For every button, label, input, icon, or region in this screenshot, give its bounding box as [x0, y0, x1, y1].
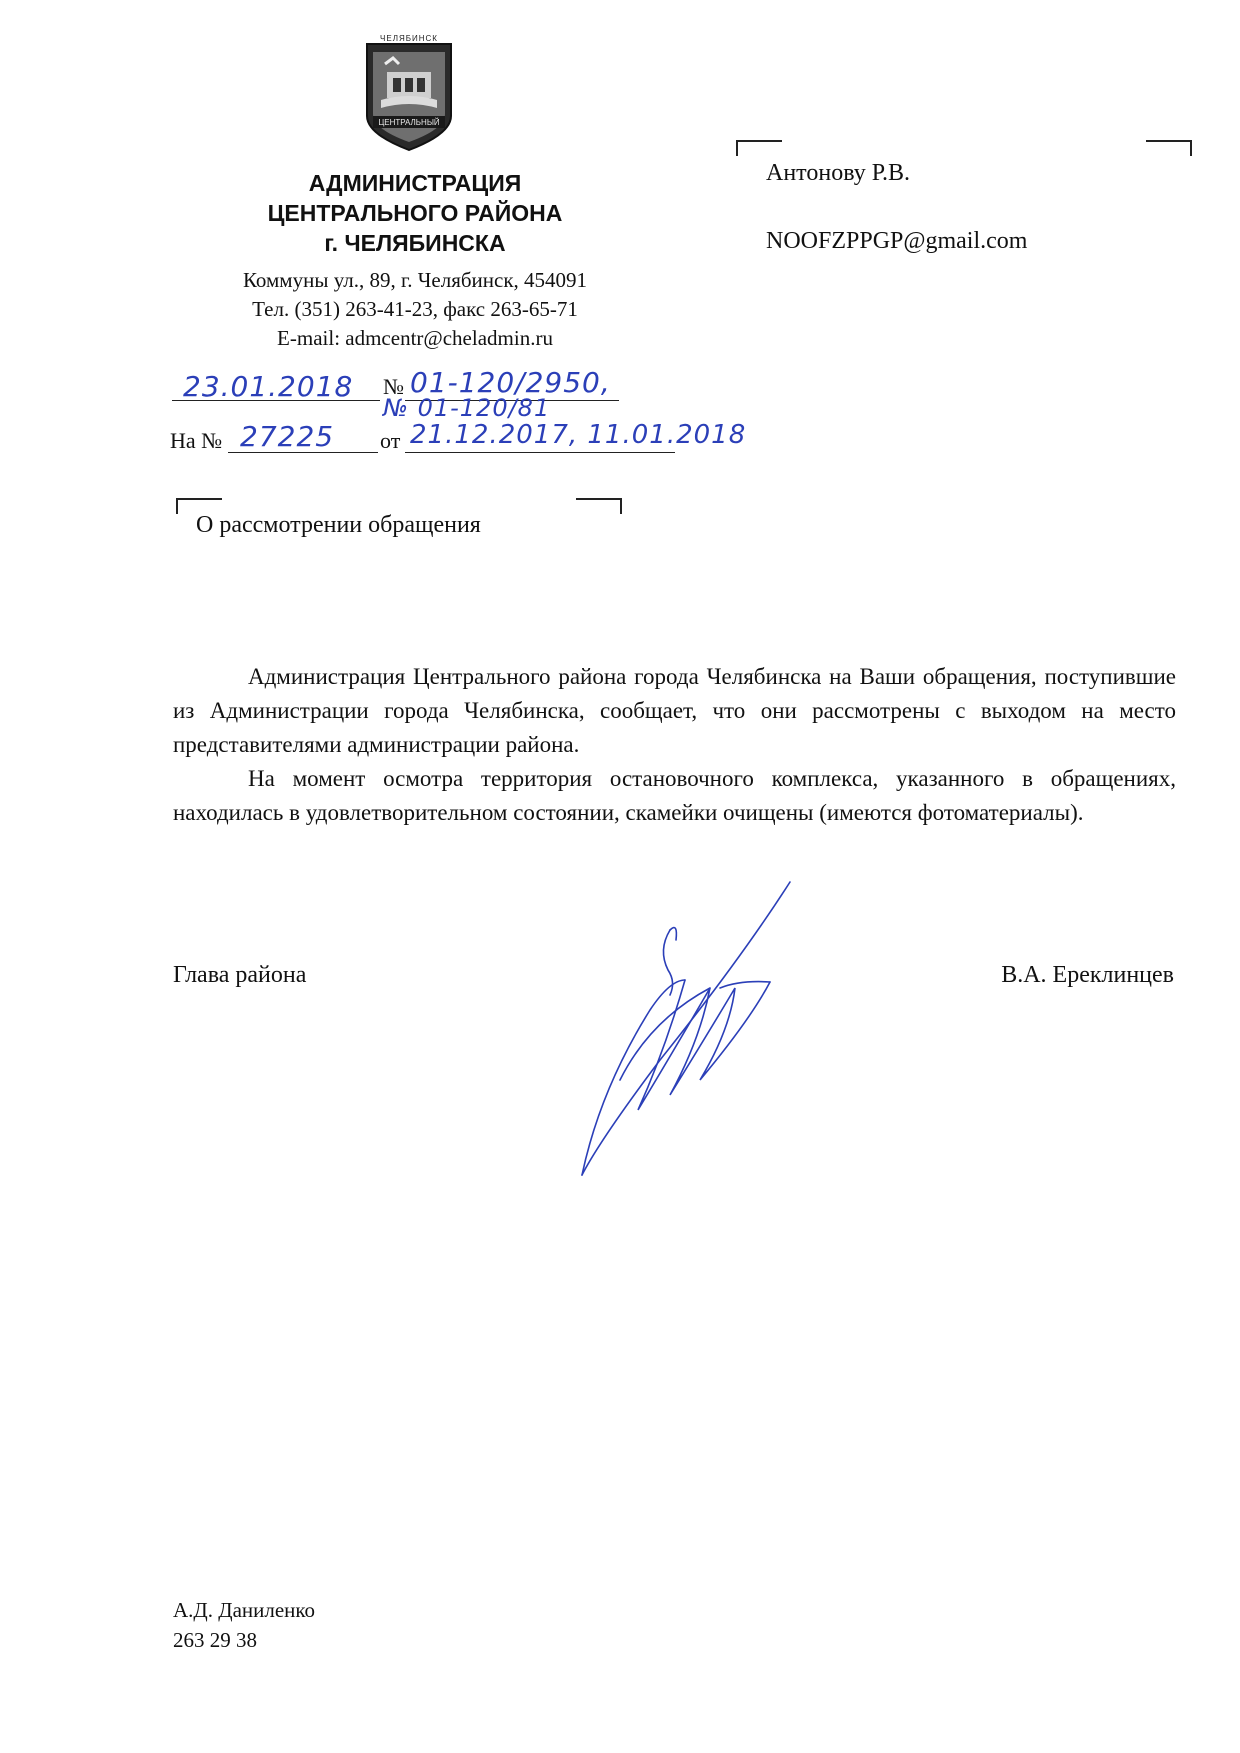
signer-position: Глава района: [173, 962, 307, 988]
coat-of-arms-icon: [359, 34, 459, 154]
org-line-3: г. ЧЕЛЯБИНСКА: [324, 230, 506, 256]
letter-body: [173, 660, 1176, 830]
executor-phone: 263 29 38: [173, 1628, 257, 1652]
date-underline: [172, 400, 380, 401]
emblem-top-text: ЧЕЛЯБИНСК: [380, 34, 438, 43]
phone-line: Тел. (351) 263-41-23, факс 263-65-71: [252, 297, 578, 321]
address-line: Коммуны ул., 89, г. Челябинск, 454091: [242, 268, 588, 292]
recipient-email: NOOFZPPGP@gmail.com: [766, 228, 1028, 254]
registration-number-second: № 01-120/81: [383, 394, 551, 422]
signer-name: В.А. Ереклинцев: [1001, 962, 1174, 988]
registration-number: 01-120/2950,: [410, 366, 611, 399]
recipient-name: Антонову Р.В.: [766, 160, 911, 186]
reply-number: 27225: [240, 420, 335, 453]
email-line: E-mail: admcentr@cheladmin.ru: [277, 326, 553, 350]
reply-dates-underline: [405, 452, 675, 453]
organization-name: [190, 168, 640, 258]
reply-number-underline: [228, 452, 378, 453]
reply-label: На №: [170, 428, 223, 453]
executor-name: А.Д. Даниленко: [173, 1598, 316, 1622]
body-paragraph-1: Администрация Центрального района города Челябинска на Ваши обращения, поступившие из Администрации города Челябинска, сообщает, что они рассмотрены с выходом на место представителями администрации района.: [173, 664, 1176, 757]
recipient-corner-right: [1146, 140, 1192, 156]
reply-dates: 21.12.2017, 11.01.2018: [410, 420, 747, 450]
number-label: №: [383, 374, 404, 399]
subject-line: О рассмотрении обращения: [196, 512, 481, 538]
recipient-corner-left: [736, 140, 782, 156]
subject-corner-right: [576, 498, 622, 514]
organization-address: [180, 266, 650, 353]
org-line-2: ЦЕНТРАЛЬНОГО РАЙОНА: [267, 200, 563, 226]
emblem-bottom-text: ЦЕНТРАЛЬНЫЙ: [378, 118, 440, 127]
signature-icon: [560, 870, 810, 1200]
org-line-1: АДМИНИСТРАЦИЯ: [308, 170, 522, 196]
registration-date: 23.01.2018: [183, 370, 354, 403]
body-paragraph-2: На момент осмотра территория остановочного комплекса, указанного в обращениях, находилась в удовлетворительном состоянии, скамейки очищены (имеются фотоматериалы).: [173, 766, 1176, 825]
from-label: от: [380, 428, 401, 453]
